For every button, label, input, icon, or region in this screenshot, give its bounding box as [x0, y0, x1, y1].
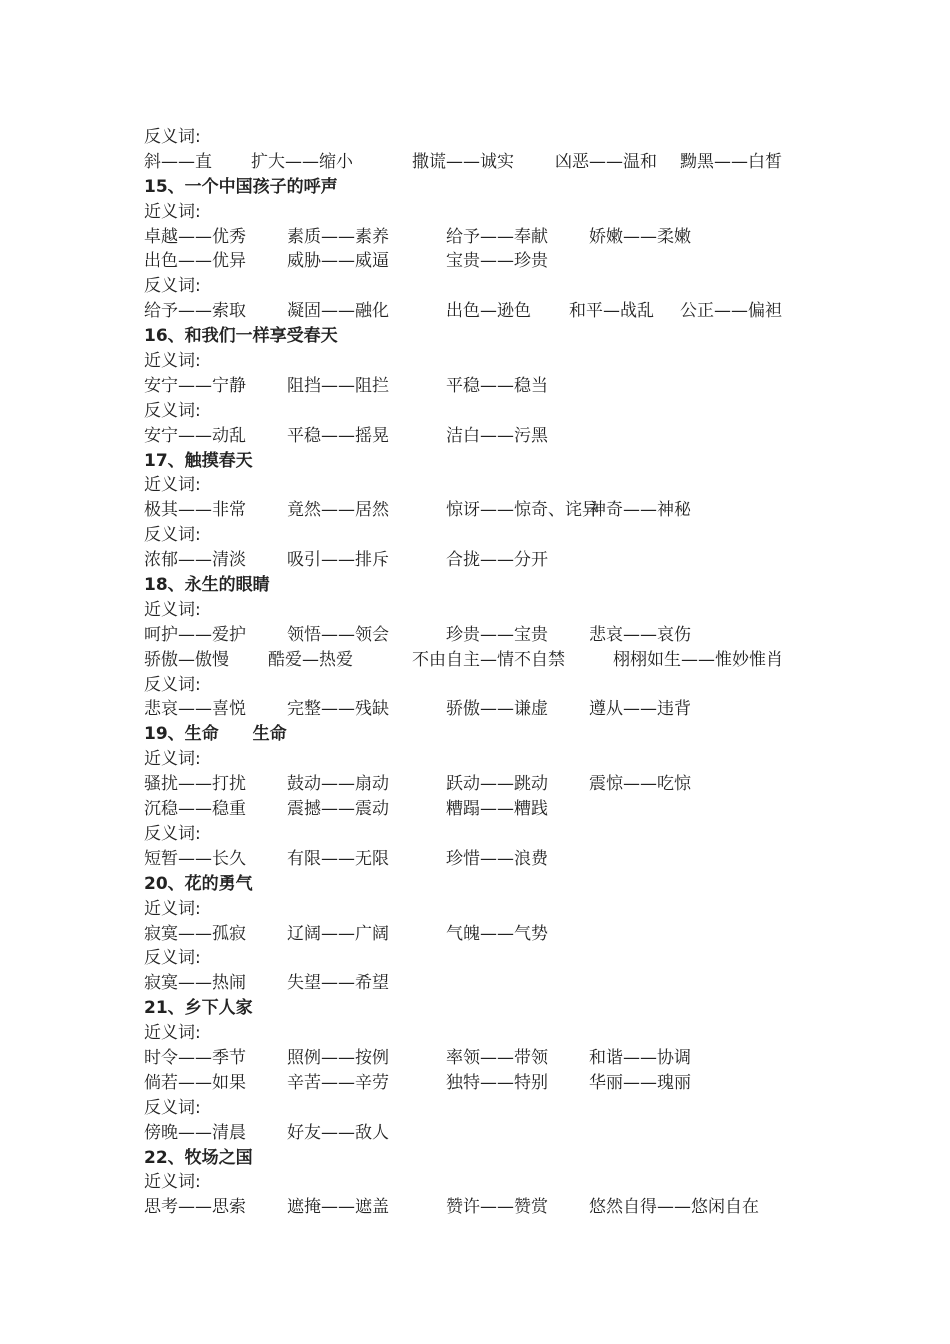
word-list-label: 反义词: — [144, 276, 201, 297]
word-pair: 率领——带领 — [446, 1047, 548, 1068]
word-pair: 骚扰——打扰 — [144, 774, 246, 795]
word-pair: 珍贵——宝贵 — [446, 624, 548, 645]
word-pair: 给予——奉献 — [446, 226, 548, 247]
word-pair: 照例——按例 — [287, 1047, 389, 1068]
word-pair: 栩栩如生——惟妙惟肖 — [613, 649, 783, 670]
word-pair: 悠然自得——悠闲自在 — [589, 1197, 759, 1218]
word-pair: 斜——直 — [144, 151, 212, 172]
word-pair: 吸引——排斥 — [287, 550, 389, 571]
section-heading: 17、触摸春天 — [144, 450, 253, 471]
word-pair-row — [144, 922, 824, 947]
word-pair-row — [144, 1195, 824, 1220]
word-pair-row — [144, 797, 824, 822]
word-pair: 思考——思索 — [144, 1197, 246, 1218]
word-list-label: 近义词: — [144, 351, 201, 372]
word-pair: 遮掩——遮盖 — [287, 1197, 389, 1218]
word-pair: 撒谎——诚实 — [412, 151, 514, 172]
word-pair-row — [144, 971, 824, 996]
section-heading: 21、乡下人家 — [144, 998, 253, 1019]
word-pair: 短暂——长久 — [144, 848, 246, 869]
word-pair: 出色—逊色 — [446, 301, 531, 322]
word-pair: 震撼——震动 — [287, 799, 389, 820]
section-heading: 16、和我们一样享受春天 — [144, 326, 338, 347]
word-pair: 合拢——分开 — [446, 550, 548, 571]
word-list-label: 反义词: — [144, 674, 201, 695]
word-pair-row — [144, 697, 824, 722]
word-list-label: 近义词: — [144, 1172, 201, 1193]
word-pair: 好友——敌人 — [287, 1122, 389, 1143]
word-pair: 鼓动——扇动 — [287, 774, 389, 795]
word-list-label: 反义词: — [144, 823, 201, 844]
word-pair: 凶恶——温和 — [555, 151, 657, 172]
word-pair: 凝固——融化 — [287, 301, 389, 322]
word-pair: 宝贵——珍贵 — [446, 251, 548, 272]
word-list-label: 反义词: — [144, 1097, 201, 1118]
word-pair: 时令——季节 — [144, 1047, 246, 1068]
word-pair-row — [144, 424, 824, 449]
word-list-label: 反义词: — [144, 400, 201, 421]
word-pair: 独特——特别 — [446, 1072, 548, 1093]
word-pair: 呵护——爱护 — [144, 624, 246, 645]
word-pair: 出色——优异 — [144, 251, 246, 272]
word-pair: 失望——希望 — [287, 973, 389, 994]
word-pair: 跃动——跳动 — [446, 774, 548, 795]
word-pair-row — [144, 498, 824, 523]
word-pair: 惊讶——惊奇、诧异 — [446, 500, 599, 521]
word-pair: 赞许——赞赏 — [446, 1197, 548, 1218]
word-pair: 素质——素养 — [287, 226, 389, 247]
word-pair-row — [144, 623, 824, 648]
word-pair: 华丽——瑰丽 — [589, 1072, 691, 1093]
word-pair: 安宁——动乱 — [144, 425, 246, 446]
word-pair: 沉稳——稳重 — [144, 799, 246, 820]
word-pair: 不由自主—情不自禁 — [412, 649, 565, 670]
word-pair-row — [144, 1121, 824, 1146]
word-pair-row — [144, 225, 824, 250]
word-list-label: 近义词: — [144, 475, 201, 496]
document-body — [144, 125, 824, 1220]
word-pair-row — [144, 150, 824, 175]
word-pair: 黝黑——白皙 — [680, 151, 782, 172]
word-pair: 洁白——污黑 — [446, 425, 548, 446]
word-pair: 扩大——缩小 — [251, 151, 353, 172]
word-pair: 悲哀——哀伤 — [589, 624, 691, 645]
section-heading: 22、牧场之国 — [144, 1147, 253, 1168]
section-heading: 18、永生的眼睛 — [144, 575, 270, 596]
word-list-label: 反义词: — [144, 525, 201, 546]
word-pair: 平稳——摇晃 — [287, 425, 389, 446]
section-heading: 19、生命 生命 — [144, 724, 287, 745]
word-pair-row — [144, 1046, 824, 1071]
word-pair: 辽阔——广阔 — [287, 923, 389, 944]
word-pair: 珍惜——浪费 — [446, 848, 548, 869]
word-list-label: 近义词: — [144, 1023, 201, 1044]
word-list-label: 近义词: — [144, 599, 201, 620]
word-pair: 和谐——协调 — [589, 1047, 691, 1068]
word-pair: 和平—战乱 — [569, 301, 654, 322]
word-pair-row — [144, 249, 824, 274]
word-list-label: 近义词: — [144, 201, 201, 222]
word-pair: 悲哀——喜悦 — [144, 699, 246, 720]
word-pair: 震惊——吃惊 — [589, 774, 691, 795]
word-list-label: 反义词: — [144, 948, 201, 969]
word-pair: 娇嫩——柔嫩 — [589, 226, 691, 247]
word-pair: 神奇——神秘 — [589, 500, 691, 521]
word-pair: 竟然——居然 — [287, 500, 389, 521]
word-list-label: 近义词: — [144, 898, 201, 919]
word-pair: 威胁——威逼 — [287, 251, 389, 272]
word-pair-row — [144, 847, 824, 872]
word-pair: 领悟——领会 — [287, 624, 389, 645]
word-list-label: 近义词: — [144, 749, 201, 770]
word-pair-row — [144, 548, 824, 573]
word-pair: 有限——无限 — [287, 848, 389, 869]
word-list-label: 反义词: — [144, 127, 201, 147]
word-pair: 傍晚——清晨 — [144, 1122, 246, 1143]
word-pair: 浓郁——清淡 — [144, 550, 246, 571]
word-pair-row — [144, 772, 824, 797]
section-heading: 20、花的勇气 — [144, 873, 253, 894]
word-pair: 糟蹋——糟践 — [446, 799, 548, 820]
word-pair: 寂寞——热闹 — [144, 973, 246, 994]
word-pair: 安宁——宁静 — [144, 375, 246, 396]
word-pair-row — [144, 1071, 824, 1096]
word-pair: 辛苦——辛劳 — [287, 1072, 389, 1093]
word-pair: 寂寞——孤寂 — [144, 923, 246, 944]
section-heading: 15、一个中国孩子的呼声 — [144, 176, 338, 197]
word-pair: 气魄——气势 — [446, 923, 548, 944]
word-pair: 阻挡——阻拦 — [287, 375, 389, 396]
word-pair: 骄傲—傲慢 — [144, 649, 229, 670]
word-pair: 倘若——如果 — [144, 1072, 246, 1093]
word-pair: 酷爱—热爱 — [268, 649, 353, 670]
word-pair: 给予——索取 — [144, 301, 246, 322]
word-pair-row — [144, 299, 824, 324]
word-pair-row — [144, 648, 824, 673]
word-pair-row — [144, 374, 824, 399]
word-pair: 极其——非常 — [144, 500, 246, 521]
word-pair: 平稳——稳当 — [446, 375, 548, 396]
word-pair: 卓越——优秀 — [144, 226, 246, 247]
word-pair: 遵从——违背 — [589, 699, 691, 720]
word-pair: 骄傲——谦虚 — [446, 699, 548, 720]
word-pair: 完整——残缺 — [287, 699, 389, 720]
word-pair: 公正——偏袒 — [680, 301, 782, 322]
